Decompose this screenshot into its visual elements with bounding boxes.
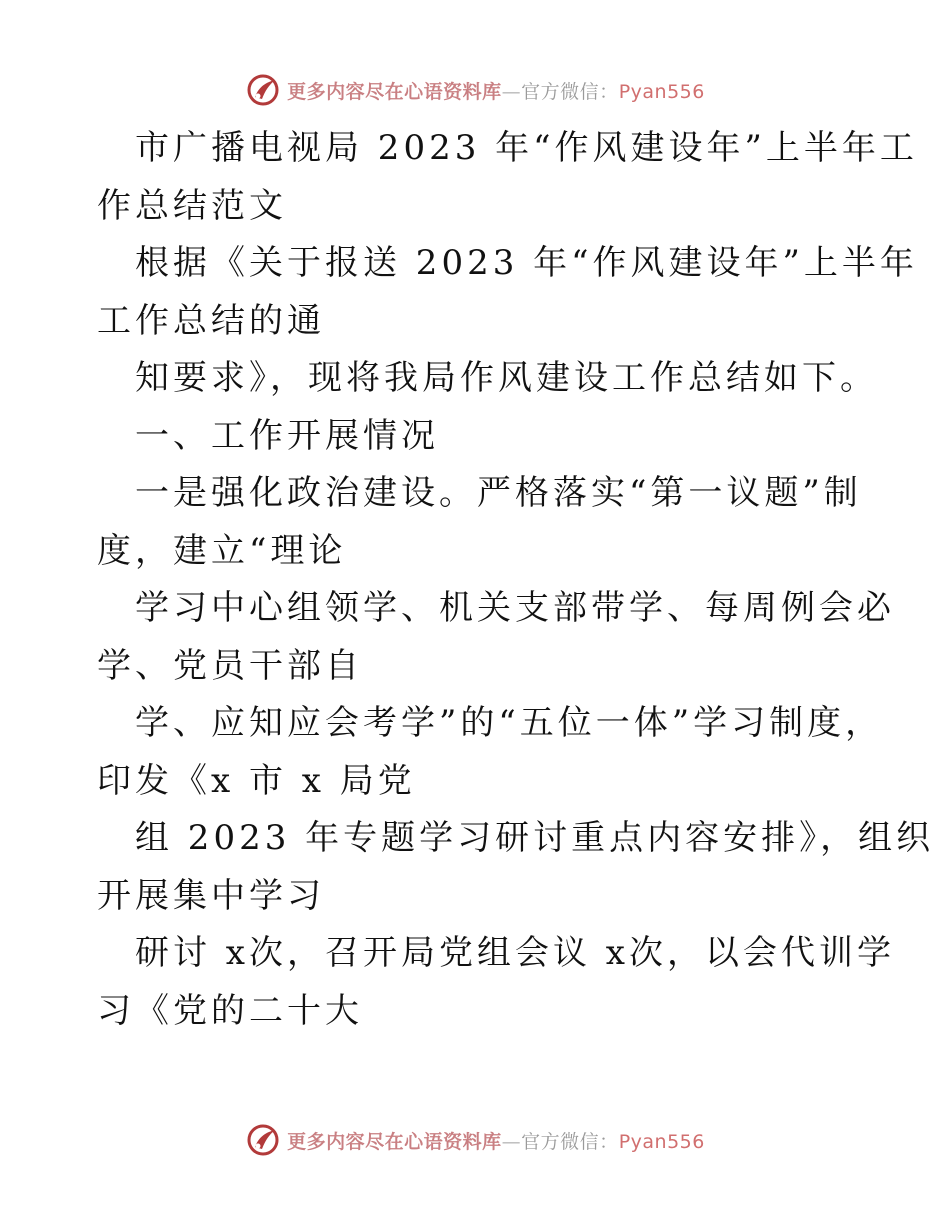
watermark-brand: 更多内容尽在心语资料库 [287, 1130, 502, 1153]
watermark-official-label: 官方微信： [521, 1130, 619, 1153]
document-line: 作总结范文 [97, 185, 287, 226]
document-body [97, 120, 935, 1040]
brand-logo-icon [245, 72, 281, 108]
watermark-official-label: 官方微信： [521, 80, 619, 103]
document-line: 习《党的二十大 [97, 990, 363, 1031]
document-line: 市广播电视局 2023 年“作风建设年”上半年工 [135, 128, 918, 168]
watermark-text [287, 77, 705, 104]
document-line: 工作总结的通 [97, 300, 325, 341]
watermark-dash: — [501, 1130, 522, 1153]
document-line: 学习中心组领学、机关支部带学、每周例会必 [135, 588, 895, 628]
footer-watermark [0, 1120, 950, 1160]
document-line: 一是强化政治建设。严格落实“第一议题”制 [135, 473, 862, 513]
document-line: 一、工作开展情况 [135, 415, 439, 456]
document-line: 印发《x 市 x 局党 [97, 760, 416, 801]
brand-logo-icon [245, 1122, 281, 1158]
document-line: 知要求》，现将我局作风建设工作总结如下。 [135, 358, 878, 398]
document-line: 度，建立“理论 [97, 530, 347, 571]
watermark-account: Pyan556 [618, 1130, 705, 1153]
document-line: 根据《关于报送 2023 年“作风建设年”上半年 [135, 243, 918, 283]
header-watermark [0, 70, 950, 110]
document-line: 组 2023 年专题学习研讨重点内容安排》，组织 [135, 818, 935, 858]
watermark-dash: — [501, 80, 522, 103]
watermark-text [287, 1127, 705, 1154]
document-line: 学、党员干部自 [97, 645, 363, 686]
document-line: 研讨 x次，召开局党组会议 x次，以会代训学 [135, 933, 895, 973]
document-line: 开展集中学习 [97, 875, 325, 916]
document-line: 学、应知应会考学”的“五位一体”学习制度， [135, 703, 884, 743]
watermark-account: Pyan556 [618, 80, 705, 103]
watermark-brand: 更多内容尽在心语资料库 [287, 80, 502, 103]
